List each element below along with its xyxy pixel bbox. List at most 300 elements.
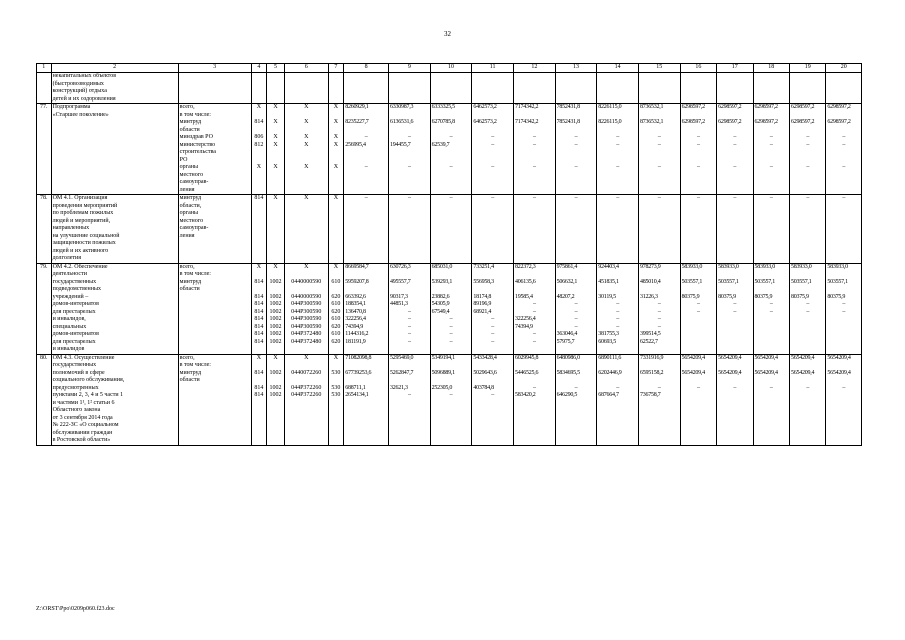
value-cell: – bbox=[532, 331, 536, 337]
code-cell-column bbox=[251, 195, 267, 264]
value-cell: – bbox=[696, 195, 700, 201]
value-cell: 583933,0 bbox=[754, 263, 776, 270]
executor-cell-column bbox=[178, 354, 251, 445]
code-cell: Х bbox=[304, 134, 309, 140]
value-cell: 19585,4 bbox=[514, 293, 533, 300]
value-cell: 62539,7 bbox=[431, 141, 450, 148]
value-cell: – bbox=[616, 164, 619, 170]
value-cell: – bbox=[407, 164, 411, 170]
value-cell: – bbox=[449, 338, 453, 345]
code-cell bbox=[253, 73, 266, 81]
value-column bbox=[513, 354, 555, 445]
value-cell: – bbox=[616, 134, 619, 140]
value-cell: – bbox=[769, 164, 773, 170]
code-cell-column bbox=[284, 104, 328, 195]
code-cell: 610 bbox=[331, 301, 341, 307]
value-cell: 733251,4 bbox=[473, 263, 494, 270]
value-cell: 406135,6 bbox=[514, 278, 536, 285]
column-header: 3 bbox=[178, 64, 251, 73]
value-cell: 5654209,4 bbox=[718, 354, 742, 361]
value-cell: 90317,3 bbox=[390, 293, 408, 300]
code-cell-column bbox=[267, 263, 285, 354]
value-cell: – bbox=[449, 331, 453, 337]
value-cell: 6462573,2 bbox=[473, 104, 497, 110]
code-cell-column bbox=[328, 104, 344, 195]
value-cell: – bbox=[407, 195, 411, 201]
value-column bbox=[789, 195, 825, 264]
value-cell: – bbox=[574, 308, 578, 315]
code-cell: Х bbox=[273, 104, 278, 110]
value-column bbox=[789, 263, 825, 354]
value-cell bbox=[791, 339, 824, 347]
footer-file-path: Z:\ORST\Ppo\0209p060.f23.doc bbox=[36, 606, 115, 612]
value-column bbox=[680, 73, 716, 104]
value-cell: – bbox=[407, 331, 411, 337]
executor-cell: всего, в том числе: bbox=[179, 263, 211, 277]
code-cell: Х bbox=[304, 164, 309, 170]
code-cell-column bbox=[284, 73, 328, 104]
value-cell: 6298597,2 bbox=[827, 119, 851, 125]
value-cell: – bbox=[733, 141, 737, 148]
executor-cell bbox=[180, 309, 250, 317]
value-cell: 7174342,2 bbox=[514, 119, 539, 125]
value-cell: – bbox=[491, 195, 495, 201]
value-cell bbox=[345, 73, 387, 81]
code-cell: 044Р372480 bbox=[291, 331, 322, 337]
code-cell: 814 bbox=[254, 301, 264, 307]
value-cell: – bbox=[657, 134, 661, 140]
code-cell-column bbox=[267, 354, 285, 445]
value-cell: – bbox=[532, 308, 536, 315]
column-header: 12 bbox=[513, 64, 555, 73]
value-cell: 8235227,7 bbox=[345, 119, 369, 125]
value-cell: – bbox=[532, 134, 536, 140]
value-cell: 363046,4 bbox=[556, 331, 578, 337]
value-cell: – bbox=[769, 141, 773, 148]
value-cell: 194455,7 bbox=[390, 141, 411, 148]
column-header: 19 bbox=[789, 64, 825, 73]
executor-cell-column bbox=[178, 195, 251, 264]
code-cell: 530 bbox=[331, 392, 341, 398]
value-column bbox=[638, 73, 680, 104]
value-cell: 924403,4 bbox=[598, 263, 619, 270]
value-cell bbox=[755, 316, 788, 324]
value-cell: – bbox=[532, 301, 536, 307]
value-column bbox=[717, 195, 753, 264]
value-column bbox=[472, 354, 514, 445]
value-cell bbox=[682, 339, 715, 347]
value-cell: 188354,1 bbox=[345, 301, 366, 307]
code-cell: 610 bbox=[331, 331, 341, 337]
value-cell bbox=[682, 331, 715, 339]
code-cell: 1002 bbox=[269, 338, 282, 345]
value-cell: – bbox=[616, 323, 619, 330]
code-cell: 814 bbox=[254, 119, 264, 125]
value-cell: – bbox=[733, 384, 737, 391]
value-column bbox=[513, 195, 555, 264]
code-cell bbox=[286, 73, 327, 81]
value-column bbox=[430, 195, 472, 264]
code-cell-column bbox=[267, 104, 285, 195]
executor-cell bbox=[180, 316, 250, 324]
value-cell: – bbox=[616, 141, 619, 148]
code-cell-column bbox=[328, 354, 344, 445]
executor-cell: органы местного самоуправ- ления bbox=[179, 164, 209, 193]
value-column bbox=[597, 263, 639, 354]
value-cell bbox=[682, 316, 715, 324]
value-cell: 6330987,3 bbox=[390, 104, 414, 110]
executor-cell bbox=[180, 294, 250, 302]
value-cell bbox=[682, 73, 715, 81]
code-cell: 1002 bbox=[269, 301, 282, 307]
code-cell: Х bbox=[304, 263, 309, 270]
code-cell: 044Р300590 bbox=[291, 308, 322, 315]
value-cell: 503557,1 bbox=[718, 278, 739, 285]
value-cell: – bbox=[842, 195, 846, 201]
value-column bbox=[638, 195, 680, 264]
code-cell-column bbox=[267, 195, 285, 264]
value-cell: 8260929,1 bbox=[345, 104, 369, 110]
code-cell: 1002 bbox=[269, 392, 282, 398]
value-column bbox=[789, 354, 825, 445]
code-cell: 1002 bbox=[269, 293, 282, 300]
value-cell: – bbox=[733, 164, 737, 170]
value-cell: – bbox=[491, 392, 495, 398]
code-cell-column bbox=[251, 263, 267, 354]
value-cell: – bbox=[491, 331, 495, 337]
executor-cell: минтруд области, органы местного самоуправ- ления bbox=[179, 195, 209, 239]
value-cell: 67549,4 bbox=[431, 308, 450, 315]
value-cell: – bbox=[657, 384, 661, 391]
value-cell: 5654209,4 bbox=[681, 354, 705, 361]
value-cell: – bbox=[491, 164, 495, 170]
code-cell: Х bbox=[273, 164, 278, 170]
value-cell: 6298597,2 bbox=[718, 119, 742, 125]
value-cell: 6480986,0 bbox=[556, 354, 580, 361]
row-name: ОМ 4.2. Обеспечение деятельности государственных подведомственных учреждений – домов-интернатов для престарелых и инвалидов, специальных домов-интернатов для престарелых и инвалидов bbox=[51, 263, 178, 354]
code-cell: 620 bbox=[331, 293, 341, 300]
value-cell: 8736532,1 bbox=[639, 104, 664, 110]
value-cell: 8736532,1 bbox=[639, 119, 664, 125]
value-cell bbox=[791, 324, 824, 332]
value-column bbox=[344, 263, 389, 354]
value-cell: 322256,4 bbox=[345, 316, 366, 322]
value-cell bbox=[755, 324, 788, 332]
value-column bbox=[555, 104, 597, 195]
value-cell bbox=[718, 339, 751, 347]
value-cell: 80375,9 bbox=[790, 293, 809, 300]
value-cell: 6202446,9 bbox=[598, 369, 622, 376]
value-column bbox=[389, 104, 431, 195]
value-column bbox=[826, 263, 862, 354]
value-cell: 503557,1 bbox=[681, 278, 703, 285]
value-cell bbox=[432, 73, 471, 81]
value-cell bbox=[718, 324, 751, 332]
value-cell: 6333325,5 bbox=[431, 104, 455, 110]
code-cell: 814 bbox=[254, 392, 264, 398]
code-cell: Х bbox=[333, 195, 339, 201]
value-cell: – bbox=[806, 195, 810, 201]
value-column bbox=[472, 195, 514, 264]
code-cell: Х bbox=[273, 141, 278, 148]
code-cell: 812 bbox=[254, 141, 264, 148]
value-column bbox=[638, 354, 680, 445]
value-cell: 688711,1 bbox=[345, 384, 366, 391]
code-cell bbox=[330, 73, 343, 81]
value-cell: 5654209,4 bbox=[790, 369, 815, 376]
code-cell: 620 bbox=[331, 308, 341, 315]
value-cell: 6462573,2 bbox=[473, 119, 497, 125]
value-cell: – bbox=[696, 134, 700, 140]
column-header: 10 bbox=[430, 64, 472, 73]
value-column bbox=[597, 73, 639, 104]
value-cell: – bbox=[532, 195, 536, 201]
value-column bbox=[680, 195, 716, 264]
code-cell: Х bbox=[256, 104, 262, 110]
value-cell: 663392,6 bbox=[345, 293, 366, 300]
value-cell: – bbox=[449, 316, 453, 322]
executor-cell bbox=[180, 301, 250, 309]
value-column bbox=[826, 73, 862, 104]
value-cell: – bbox=[449, 323, 453, 330]
value-cell: – bbox=[364, 134, 368, 140]
value-cell bbox=[755, 331, 788, 339]
value-cell bbox=[791, 331, 824, 339]
value-cell: – bbox=[532, 384, 536, 391]
value-cell: – bbox=[616, 308, 619, 315]
code-cell: 1002 bbox=[269, 323, 282, 330]
value-cell: 503557,1 bbox=[827, 278, 848, 285]
value-cell: 44851,3 bbox=[390, 301, 408, 307]
value-cell: 451835,1 bbox=[598, 278, 619, 285]
value-cell: 68921,4 bbox=[473, 308, 492, 315]
value-column bbox=[389, 354, 431, 445]
value-cell: 57975,7 bbox=[556, 338, 575, 345]
value-column bbox=[753, 263, 789, 354]
code-cell: 0440072260 bbox=[291, 369, 322, 376]
value-cell: 89196,9 bbox=[473, 301, 492, 307]
value-cell: 5446525,6 bbox=[514, 369, 539, 376]
executor-cell: всего, в том числе: bbox=[179, 354, 211, 368]
code-cell-column bbox=[284, 195, 328, 264]
value-column bbox=[513, 73, 555, 104]
value-cell: 80375,9 bbox=[827, 293, 846, 300]
value-cell: – bbox=[657, 323, 661, 330]
code-cell: 814 bbox=[254, 308, 264, 315]
code-cell: 1002 bbox=[269, 308, 282, 315]
value-column bbox=[555, 263, 597, 354]
value-cell: – bbox=[657, 195, 661, 201]
value-cell: 6298597,2 bbox=[790, 104, 815, 110]
row-name: некапитальных объектов (быстровозводимых конструкций) отдыха детей и их оздоровления bbox=[51, 73, 178, 104]
value-column bbox=[826, 354, 862, 445]
code-cell: 1002 bbox=[269, 384, 282, 391]
value-column bbox=[597, 104, 639, 195]
value-column bbox=[638, 104, 680, 195]
value-cell: 5654209,4 bbox=[827, 354, 851, 361]
column-header: 11 bbox=[472, 64, 514, 73]
value-cell: – bbox=[842, 134, 846, 140]
row-name: Подпрограмма «Старшее поколение» bbox=[51, 104, 178, 195]
value-column bbox=[753, 73, 789, 104]
value-cell: 583933,0 bbox=[718, 263, 739, 270]
value-cell: 6029945,8 bbox=[514, 354, 539, 361]
executor-cell: минтруд области bbox=[179, 369, 202, 383]
value-cell: 8226115,0 bbox=[598, 119, 622, 125]
value-cell: 6298597,2 bbox=[754, 119, 778, 125]
value-cell: 5654209,4 bbox=[754, 354, 778, 361]
value-cell: 736758,7 bbox=[639, 392, 661, 398]
executor-cell-column bbox=[178, 73, 251, 104]
value-cell bbox=[640, 73, 679, 81]
value-column bbox=[472, 104, 514, 195]
value-cell: – bbox=[574, 164, 578, 170]
executor-cell: минтруд области bbox=[179, 278, 202, 292]
value-column bbox=[430, 104, 472, 195]
value-column bbox=[513, 263, 555, 354]
code-cell: 530 bbox=[331, 384, 341, 391]
value-cell: 74394,9 bbox=[345, 323, 363, 330]
code-cell-column bbox=[284, 354, 328, 445]
value-cell: 6595158,2 bbox=[639, 369, 664, 376]
value-cell bbox=[791, 316, 824, 324]
value-cell: 556958,3 bbox=[473, 278, 494, 285]
value-cell: 136470,8 bbox=[345, 308, 366, 315]
value-cell: 685031,0 bbox=[431, 263, 453, 270]
value-cell bbox=[718, 316, 751, 324]
value-column bbox=[680, 263, 716, 354]
value-column bbox=[430, 73, 472, 104]
value-cell: 6298597,2 bbox=[681, 119, 705, 125]
row-name: ОМ 4.3. Осуществление государственных полномочий в сфере социального обслуживания, предусмотренных пунктами 2, 3, 4 и 5 части 1 и частями 1¹, 1² статьи 6 Областного закона от 3 сентября 2014 года № 222-ЗС «О социальном обслуживании граждан в Ростовской области» bbox=[51, 354, 178, 445]
value-cell: 7331916,9 bbox=[639, 354, 664, 361]
code-cell: Х bbox=[304, 104, 309, 110]
value-cell bbox=[827, 331, 860, 339]
code-cell-column bbox=[251, 354, 267, 445]
value-cell: – bbox=[449, 392, 453, 398]
column-header: 14 bbox=[597, 64, 639, 73]
code-cell: 044Р300590 bbox=[291, 323, 322, 330]
code-cell: 814 bbox=[254, 323, 264, 330]
code-cell bbox=[268, 73, 283, 81]
value-cell bbox=[827, 392, 860, 400]
value-cell: – bbox=[769, 301, 773, 307]
value-column bbox=[789, 104, 825, 195]
table-row bbox=[37, 354, 862, 445]
value-cell: – bbox=[806, 384, 810, 391]
value-cell: – bbox=[407, 316, 411, 322]
value-cell: – bbox=[407, 134, 411, 140]
value-cell: – bbox=[532, 164, 536, 170]
value-cell: – bbox=[407, 308, 411, 315]
value-cell: 6298597,2 bbox=[681, 104, 705, 110]
value-column bbox=[826, 195, 862, 264]
value-cell: 7852431,8 bbox=[556, 104, 580, 110]
value-cell: 5654209,4 bbox=[754, 369, 778, 376]
value-cell: 71082098,8 bbox=[345, 354, 372, 361]
value-cell: – bbox=[842, 384, 846, 391]
page-number: 32 bbox=[444, 30, 451, 38]
value-cell: – bbox=[696, 308, 700, 315]
value-cell: – bbox=[733, 134, 737, 140]
executor-cell bbox=[180, 73, 250, 81]
value-cell: – bbox=[449, 164, 453, 170]
value-cell: – bbox=[407, 392, 411, 398]
code-cell: 1002 bbox=[269, 369, 282, 376]
code-cell: Х bbox=[304, 141, 309, 148]
value-column bbox=[717, 263, 753, 354]
code-cell: Х bbox=[273, 263, 278, 270]
code-cell: 814 bbox=[254, 278, 264, 285]
value-cell: 687664,7 bbox=[598, 392, 619, 398]
column-header: 18 bbox=[753, 64, 789, 73]
value-cell: – bbox=[657, 164, 661, 170]
code-cell: Х bbox=[304, 119, 309, 125]
value-cell: – bbox=[696, 301, 700, 307]
code-cell: 814 bbox=[254, 384, 264, 391]
value-cell: 60693,5 bbox=[598, 338, 617, 345]
value-cell: – bbox=[364, 195, 368, 201]
column-header: 15 bbox=[638, 64, 680, 73]
value-cell: 18174,8 bbox=[473, 293, 492, 300]
column-header: 6 bbox=[284, 64, 328, 73]
code-cell: 0440000590 bbox=[291, 278, 322, 285]
code-cell-column bbox=[267, 73, 285, 104]
executor-cell: министерство строительства РО bbox=[179, 141, 216, 163]
value-cell: 381755,3 bbox=[598, 331, 619, 337]
value-column bbox=[430, 263, 472, 354]
value-cell: 6298597,2 bbox=[827, 104, 851, 110]
code-cell-column bbox=[251, 104, 267, 195]
value-cell: – bbox=[574, 301, 578, 307]
value-cell: 5262847,7 bbox=[390, 369, 414, 376]
value-cell: 485010,4 bbox=[639, 278, 661, 285]
value-cell: – bbox=[842, 301, 846, 307]
column-header-row bbox=[37, 64, 862, 73]
value-cell: – bbox=[449, 195, 453, 201]
value-cell: – bbox=[657, 308, 661, 315]
value-cell: 5349194,1 bbox=[431, 354, 455, 361]
value-cell: 7852431,8 bbox=[556, 119, 580, 125]
column-header: 4 bbox=[251, 64, 267, 73]
value-cell: 6136531,6 bbox=[390, 119, 414, 125]
value-cell: 62522,7 bbox=[639, 338, 658, 345]
code-cell-column bbox=[328, 73, 344, 104]
value-cell bbox=[718, 392, 751, 400]
value-column bbox=[597, 195, 639, 264]
value-cell: 403784,8 bbox=[473, 384, 494, 391]
value-cell: 80375,9 bbox=[754, 293, 773, 300]
value-column bbox=[344, 73, 389, 104]
value-cell: 252305,0 bbox=[431, 384, 453, 391]
value-cell bbox=[791, 392, 824, 400]
code-cell: 814 bbox=[254, 293, 264, 300]
code-cell: 044Р372260 bbox=[291, 384, 322, 391]
value-cell: 8226115,0 bbox=[598, 104, 622, 110]
value-cell: 54305,9 bbox=[431, 301, 450, 307]
value-cell: – bbox=[407, 323, 411, 330]
value-cell: – bbox=[574, 316, 578, 322]
value-cell: – bbox=[806, 301, 810, 307]
code-cell: 814 bbox=[254, 316, 264, 322]
code-cell-column bbox=[328, 195, 344, 264]
code-cell: Х bbox=[333, 119, 339, 125]
executor-cell bbox=[180, 385, 250, 393]
column-header: 16 bbox=[680, 64, 716, 73]
value-cell: 583933,0 bbox=[681, 263, 703, 270]
code-cell: 1002 bbox=[269, 278, 282, 285]
value-cell: – bbox=[769, 195, 773, 201]
